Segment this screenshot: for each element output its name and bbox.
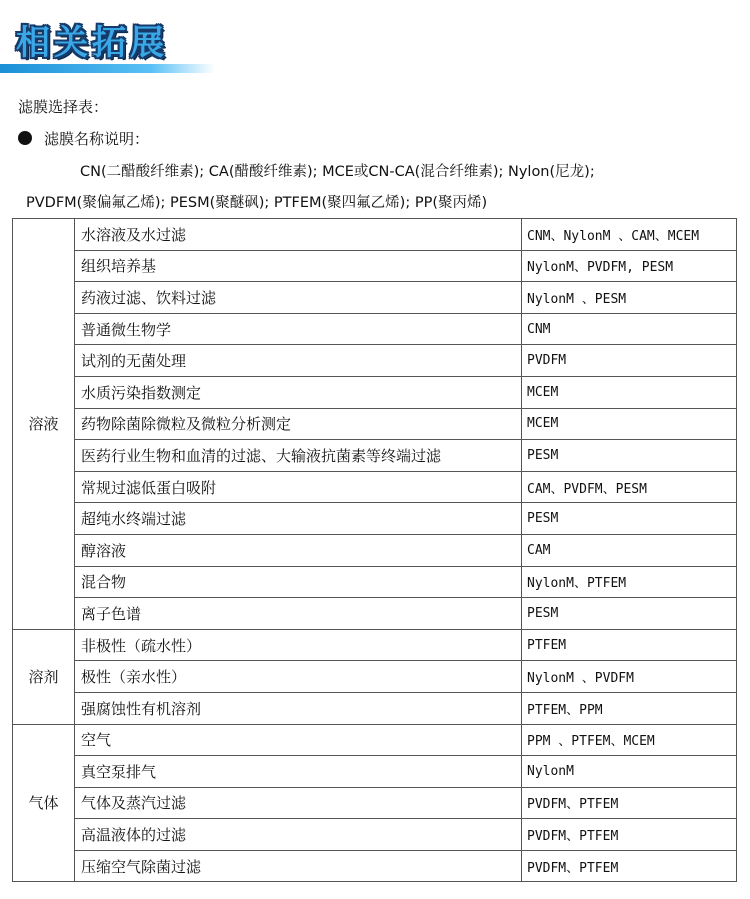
legend-heading <box>18 128 149 149</box>
table-row <box>13 440 737 472</box>
table-row <box>13 566 737 598</box>
table-row <box>13 345 737 377</box>
table-row <box>13 629 737 661</box>
application-cell: 水溶液及水过滤 <box>75 219 522 251</box>
application-cell: 医药行业生物和血清的过滤、大输液抗菌素等终端过滤 <box>75 440 522 472</box>
membrane-cell: NylonM、PTFEM <box>522 566 737 598</box>
application-cell: 强腐蚀性有机溶剂 <box>75 692 522 724</box>
membrane-cell: PVDFM <box>522 345 737 377</box>
membrane-cell: PESM <box>522 503 737 535</box>
application-cell: 试剂的无菌处理 <box>75 345 522 377</box>
membrane-cell: PTFEM <box>522 629 737 661</box>
legend-heading-text: 滤膜名称说明： <box>44 130 150 148</box>
membrane-cell: MCEM <box>522 376 737 408</box>
application-cell: 空气 <box>75 724 522 756</box>
membrane-cell: NylonM 、PESM <box>522 282 737 314</box>
filter-selection-table <box>12 218 737 882</box>
membrane-cell: MCEM <box>522 408 737 440</box>
application-cell: 高温液体的过滤 <box>75 819 522 851</box>
application-cell: 药物除菌除微粒及微粒分析测定 <box>75 408 522 440</box>
bullet-icon <box>18 131 32 145</box>
legend-line-2: PVDFM(聚偏氟乙烯); PESM(聚醚砜); PTFEM(聚四氟乙烯); PP(聚丙烯) <box>26 195 488 211</box>
application-cell: 水质污染指数测定 <box>75 376 522 408</box>
table-row <box>13 282 737 314</box>
table-row <box>13 661 737 693</box>
membrane-cell: PPM 、PTFEM、MCEM <box>522 724 737 756</box>
table-row <box>13 850 737 882</box>
table-row <box>13 787 737 819</box>
application-cell: 药液过滤、饮料过滤 <box>75 282 522 314</box>
table-row <box>13 692 737 724</box>
membrane-cell: PVDFM、PTFEM <box>522 819 737 851</box>
membrane-cell: PESM <box>522 440 737 472</box>
table-row <box>13 408 737 440</box>
application-cell: 组织培养基 <box>75 250 522 282</box>
section-header <box>0 0 750 80</box>
table-row <box>13 534 737 566</box>
table-row <box>13 724 737 756</box>
category-cell: 气体 <box>13 724 75 882</box>
section-title: 相关拓展 <box>16 23 168 63</box>
membrane-cell: PVDFM、PTFEM <box>522 787 737 819</box>
application-cell: 真空泵排气 <box>75 756 522 788</box>
application-cell: 普通微生物学 <box>75 313 522 345</box>
membrane-cell: NylonM <box>522 756 737 788</box>
application-cell: 极性（亲水性） <box>75 661 522 693</box>
membrane-cell: CNM、NylonM 、CAM、MCEM <box>522 219 737 251</box>
membrane-cell: CNM <box>522 313 737 345</box>
membrane-cell: CAM <box>522 534 737 566</box>
application-cell: 超纯水终端过滤 <box>75 503 522 535</box>
membrane-cell: NylonM、PVDFM, PESM <box>522 250 737 282</box>
table-row <box>13 471 737 503</box>
table-row <box>13 598 737 630</box>
table-row <box>13 756 737 788</box>
application-cell: 醇溶液 <box>75 534 522 566</box>
table-heading: 滤膜选择表： <box>18 98 109 116</box>
membrane-cell: CAM、PVDFM、PESM <box>522 471 737 503</box>
table-row <box>13 219 737 251</box>
membrane-cell: NylonM 、PVDFM <box>522 661 737 693</box>
application-cell: 压缩空气除菌过滤 <box>75 850 522 882</box>
application-cell: 非极性（疏水性） <box>75 629 522 661</box>
table-row <box>13 503 737 535</box>
application-cell: 混合物 <box>75 566 522 598</box>
title-underline <box>0 64 215 73</box>
membrane-cell: PTFEM、PPM <box>522 692 737 724</box>
membrane-cell: PESM <box>522 598 737 630</box>
application-cell: 离子色谱 <box>75 598 522 630</box>
table-row <box>13 250 737 282</box>
category-cell: 溶液 <box>13 219 75 630</box>
legend-line-1: CN(二醋酸纤维素); CA(醋酸纤维素); MCE或CN-CA(混合纤维素); Nylon(尼龙); <box>80 164 595 180</box>
table-row <box>13 376 737 408</box>
table-row <box>13 819 737 851</box>
application-cell: 常规过滤低蛋白吸附 <box>75 471 522 503</box>
category-cell: 溶剂 <box>13 629 75 724</box>
table-row <box>13 313 737 345</box>
application-cell: 气体及蒸汽过滤 <box>75 787 522 819</box>
membrane-cell: PVDFM、PTFEM <box>522 850 737 882</box>
